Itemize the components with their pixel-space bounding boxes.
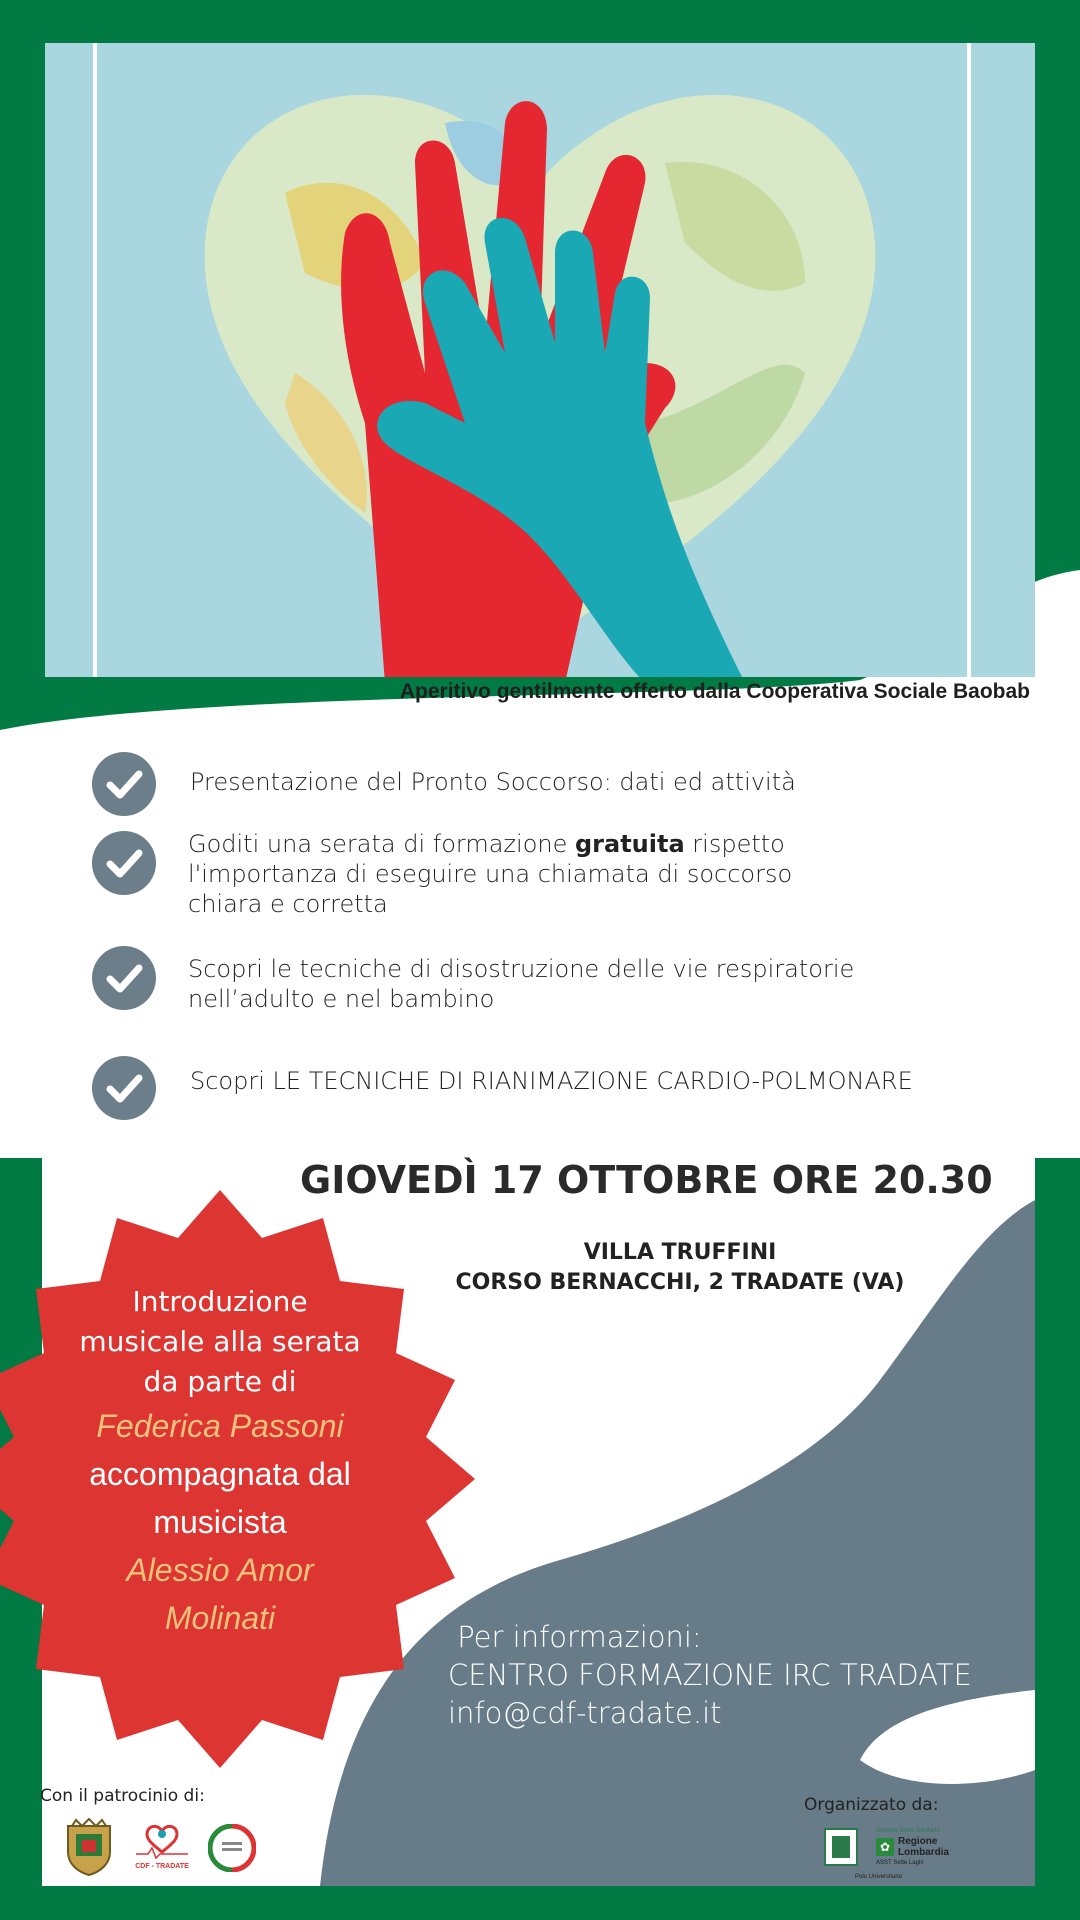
- hero-image: [45, 43, 1035, 677]
- performer-name-2b: Molinati: [164, 1600, 276, 1636]
- performer-name-2a: Alessio Amor: [126, 1552, 314, 1588]
- checklist-item-3: [188, 954, 854, 1014]
- music-line-1: Introduzione: [132, 1285, 308, 1318]
- music-line-2: musicale alla serata: [79, 1325, 361, 1358]
- event-date: GIOVEDÌ 17 OTTOBRE ORE 20.30: [300, 1158, 993, 1202]
- cdf-logo-text: CDF - TRADATE: [135, 1863, 189, 1870]
- aperitivo-caption: Aperitivo gentilmente offerto dalla Cooperativa Sociale Baobab: [399, 680, 1030, 703]
- music-line-3: da parte di: [143, 1365, 297, 1398]
- municipality-crest-logo: [62, 1818, 116, 1876]
- item-2-line3: chiara e corretta: [188, 890, 388, 918]
- regione-text: Regione: [898, 1836, 938, 1847]
- item-2-bold: gratuita: [575, 830, 685, 858]
- checklist-item-4: Scopri LE TECNICHE DI RIANIMAZIONE CARDIO-POLMONARE: [190, 1067, 913, 1095]
- checklist-item-1: Presentazione del Pronto Soccorso: dati ed attività: [190, 768, 796, 796]
- item-3-line1: Scopri le tecniche di disostruzione delle vie respiratorie: [188, 955, 855, 983]
- checklist-item-2: [188, 829, 792, 919]
- item-2-line2: l'importanza di eseguire una chiamata di soccorso: [188, 860, 793, 888]
- checkmark-icon: [92, 831, 156, 895]
- organizzato-label: Organizzato da:: [804, 1795, 939, 1815]
- contact-info: [448, 1618, 972, 1732]
- info-email[interactable]: info@cdf-tradate.it: [448, 1696, 722, 1730]
- event-venue: [420, 1238, 940, 1298]
- music-line-5: musicista: [153, 1504, 287, 1540]
- polo-universitario-text: Polo Universitario: [855, 1874, 903, 1880]
- cdf-tradate-logo: [134, 1822, 190, 1872]
- regione-lombardia-logo: [876, 1828, 956, 1866]
- lombardia-rose-icon: ✿: [876, 1838, 894, 1856]
- item-2-pre: Goditi una serata di formazione: [188, 830, 575, 858]
- venue-name: VILLA TRUFFINI: [583, 1240, 777, 1265]
- info-org: CENTRO FORMAZIONE IRC TRADATE: [448, 1658, 972, 1692]
- music-intro: [40, 1282, 400, 1642]
- music-line-4: accompagnata dal: [89, 1456, 351, 1492]
- asst-building-logo: [824, 1828, 858, 1866]
- checkmark-icon: [92, 946, 156, 1010]
- asst-text: ASST Sette Laghi: [876, 1860, 924, 1866]
- ssr-text: Sistema Socio Sanitario: [876, 1828, 940, 1834]
- performer-name-1: Federica Passoni: [96, 1408, 344, 1444]
- patrocinio-label: Con il patrocinio di:: [40, 1786, 205, 1806]
- item-2-post: rispetto: [684, 830, 785, 858]
- checkmark-icon: [92, 1056, 156, 1120]
- cpr-hands-on-heart-globe-icon: [45, 43, 1035, 677]
- venue-address: CORSO BERNACCHI, 2 TRADATE (VA): [455, 1270, 905, 1295]
- info-label: Per informazioni:: [448, 1620, 702, 1654]
- checkmark-icon: [92, 752, 156, 816]
- regional-circle-logo: [208, 1824, 256, 1872]
- item-3-line2: nell’adulto e nel bambino: [188, 985, 495, 1013]
- lombardia-text: Lombardia: [898, 1847, 950, 1858]
